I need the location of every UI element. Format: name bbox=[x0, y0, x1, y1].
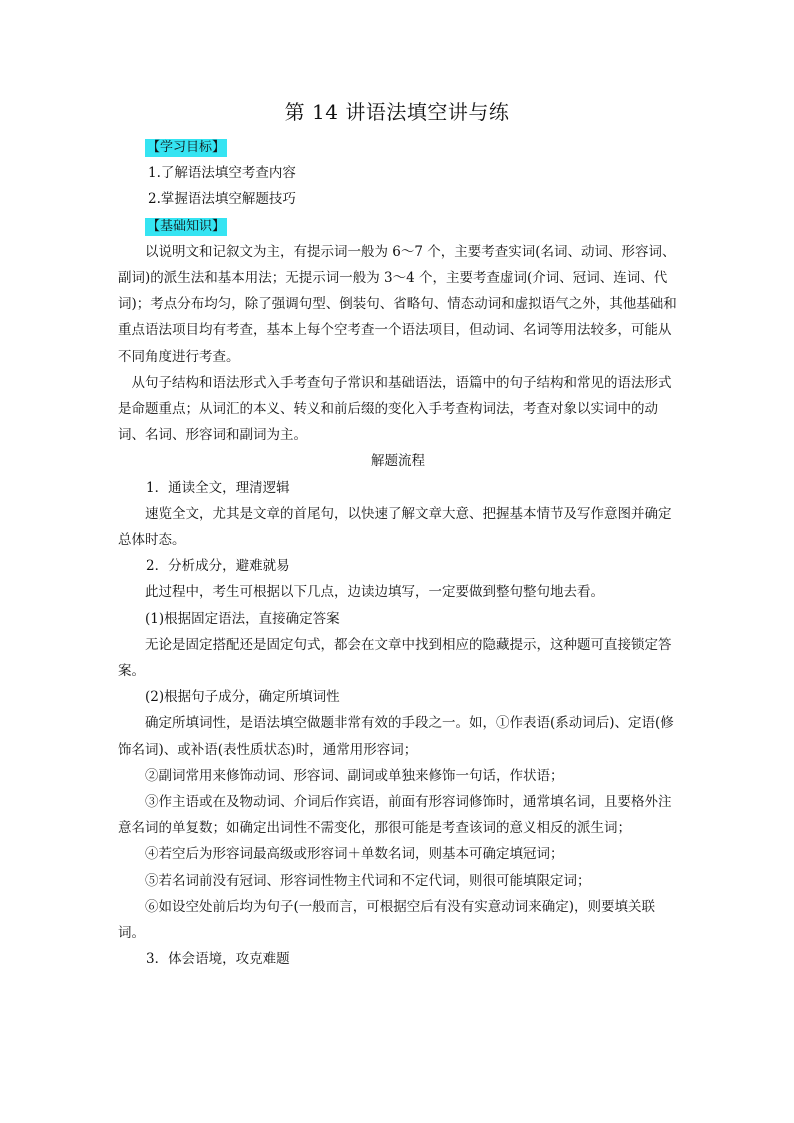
step3-title: 3．体会语境，攻克难题 bbox=[146, 951, 290, 968]
sub1-text: 无论是固定搭配还是固定句式，都会在文章中找到相应的隐藏提示，这种题可直接锁定答案。 bbox=[118, 636, 672, 680]
rule-item: ⑥如设空处前后均为句子(一般而言，可根据空后有没有实意动词来确定)，则要填关联词。 bbox=[118, 898, 656, 942]
step1-text: 速览全文，尤其是文章的首尾句，以快速了解文章大意、把握基本情节及写作意图并确定总体时态。 bbox=[118, 505, 672, 549]
basics-paragraph-2: 从句子结构和语法形式入手考查句子常识和基础语法，语篇中的句子结构和常见的语法形式是命题重点；从词汇的本义、转义和前后缀的变化入手考查构词法，考查对象以实词中的动词、名词、形容词和副词为主。 bbox=[118, 374, 672, 444]
basics-tag: 【基础知识】 bbox=[147, 218, 226, 234]
goals-heading-line bbox=[118, 134, 678, 160]
step2-title: 2．分析成分，避难就易 bbox=[146, 558, 290, 575]
sub2-text: 确定所填词性，是语法填空做题非常有效的手段之一。如，①作表语(系动词后)、定语(修饰名词)、或补语(表性质状态)时，通常用形容词； bbox=[118, 715, 674, 758]
sub2-title: (2)根据句子成分，确定所填词性 bbox=[145, 689, 340, 706]
step1-title: 1．通读全文，理清逻辑 bbox=[146, 479, 290, 496]
basics-paragraph-1: 以说明文和记叙文为主，有提示词一般为 6～7 个，主要考查实词(名词、动词、形容词、副词)的派生法和基本用法；无提示词一般为 3～4 个，主要考查虚词(介词、冠词、连词、代词)；考点分布均匀，除了强调句型、倒装句、省略句、情态动词和虚拟语气之外，其他基础和重点语法项目均有考查，基本上每个空考查一个语法项目，但动词、名词等用法较多，可能从不同角度进行考查。 bbox=[118, 243, 677, 365]
goal-item: 1.了解语法填空考查内容 bbox=[148, 165, 296, 182]
rule-item: ④若空后为形容词最高级或形容词＋单数名词，则基本可确定填冠词； bbox=[145, 846, 564, 863]
goal-item: 2.掌握语法填空解题技巧 bbox=[148, 191, 296, 208]
rule-item: ⑤若名词前没有冠词、形容词性物主代词和不定代词，则很可能填限定词； bbox=[145, 872, 591, 889]
rule-item: ②副词常用来修饰动词、形容词、副词或单独来修饰一句话，作状语； bbox=[145, 767, 564, 784]
process-heading: 解题流程 bbox=[371, 453, 425, 470]
step2-text: 此过程中，考生可根据以下几点，边读边填写，一定要做到整句整句地去看。 bbox=[145, 584, 604, 601]
sub1-title: (1)根据固定语法，直接确定答案 bbox=[145, 610, 340, 627]
page-title: 第 14 讲语法填空讲与练 bbox=[284, 100, 510, 124]
goals-tag: 【学习目标】 bbox=[147, 140, 226, 155]
basics-heading-line bbox=[118, 213, 678, 239]
document-body bbox=[118, 134, 678, 973]
rule-item: ③作主语或在及物动词、介词后作宾语，前面有形容词修饰时，通常填名词，且要格外注意名词的单复数；如确定出词性不需变化，那很可能是考查该词的意义相反的派生词； bbox=[118, 794, 672, 837]
